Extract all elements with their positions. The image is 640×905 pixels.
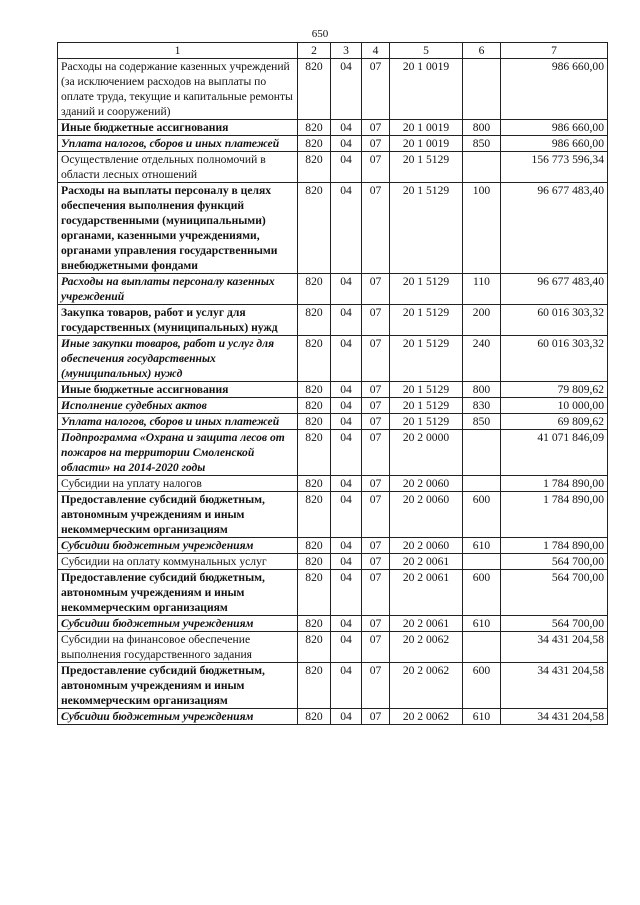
amount-cell: 60 016 303,32 xyxy=(501,305,608,336)
table-header-row xyxy=(58,43,608,59)
section-code-cell: 04 xyxy=(331,398,362,414)
ministry-code-cell: 820 xyxy=(298,492,331,538)
section-code-cell: 04 xyxy=(331,476,362,492)
expense-type-cell xyxy=(463,59,501,120)
amount-cell: 156 773 596,34 xyxy=(501,152,608,183)
table-row xyxy=(58,538,608,554)
expense-name-cell: Расходы на выплаты персоналу в целях обеспечения выполнения функций государственными (муниципальными) органами, казенными учреждениями, органами управления государственными внебюджетными фондами xyxy=(58,183,298,274)
amount-cell: 564 700,00 xyxy=(501,554,608,570)
expense-type-cell: 240 xyxy=(463,336,501,382)
expense-name-cell: Субсидии на финансовое обеспечение выполнения государственного задания xyxy=(58,632,298,663)
target-article-cell: 20 2 0062 xyxy=(390,632,463,663)
amount-cell: 564 700,00 xyxy=(501,616,608,632)
expense-type-cell: 110 xyxy=(463,274,501,305)
section-code-cell: 04 xyxy=(331,414,362,430)
target-article-cell: 20 1 5129 xyxy=(390,382,463,398)
subsection-code-cell: 07 xyxy=(362,305,390,336)
section-code-cell: 04 xyxy=(331,136,362,152)
target-article-cell: 20 2 0060 xyxy=(390,476,463,492)
subsection-code-cell: 07 xyxy=(362,616,390,632)
column-header: 1 xyxy=(58,43,298,59)
ministry-code-cell: 820 xyxy=(298,120,331,136)
target-article-cell: 20 2 0061 xyxy=(390,616,463,632)
column-header: 5 xyxy=(390,43,463,59)
expense-type-cell: 610 xyxy=(463,616,501,632)
section-code-cell: 04 xyxy=(331,274,362,305)
ministry-code-cell: 820 xyxy=(298,430,331,476)
table-row xyxy=(58,382,608,398)
target-article-cell: 20 1 5129 xyxy=(390,305,463,336)
amount-cell: 1 784 890,00 xyxy=(501,476,608,492)
subsection-code-cell: 07 xyxy=(362,570,390,616)
amount-cell: 34 431 204,58 xyxy=(501,663,608,709)
expense-type-cell: 850 xyxy=(463,414,501,430)
subsection-code-cell: 07 xyxy=(362,59,390,120)
section-code-cell: 04 xyxy=(331,538,362,554)
expense-name-cell: Расходы на содержание казенных учреждений (за исключением расходов на выплаты по оплате труда, текущие и капитальные ремонты зданий и сооружений) xyxy=(58,59,298,120)
ministry-code-cell: 820 xyxy=(298,663,331,709)
table-row xyxy=(58,398,608,414)
expense-name-cell: Субсидии на уплату налогов xyxy=(58,476,298,492)
ministry-code-cell: 820 xyxy=(298,632,331,663)
ministry-code-cell: 820 xyxy=(298,538,331,554)
target-article-cell: 20 2 0060 xyxy=(390,492,463,538)
amount-cell: 1 784 890,00 xyxy=(501,492,608,538)
expense-name-cell: Исполнение судебных актов xyxy=(58,398,298,414)
column-header: 2 xyxy=(298,43,331,59)
target-article-cell: 20 1 0019 xyxy=(390,59,463,120)
table-row xyxy=(58,492,608,538)
table-row xyxy=(58,152,608,183)
table-row xyxy=(58,570,608,616)
subsection-code-cell: 07 xyxy=(362,538,390,554)
amount-cell: 34 431 204,58 xyxy=(501,632,608,663)
amount-cell: 986 660,00 xyxy=(501,59,608,120)
section-code-cell: 04 xyxy=(331,382,362,398)
section-code-cell: 04 xyxy=(331,632,362,663)
expense-name-cell: Иные бюджетные ассигнования xyxy=(58,382,298,398)
section-code-cell: 04 xyxy=(331,305,362,336)
expense-name-cell: Субсидии бюджетным учреждениям xyxy=(58,538,298,554)
expense-name-cell: Предоставление субсидий бюджетным, автономным учреждениям и иным некоммерческим организациям xyxy=(58,663,298,709)
amount-cell: 564 700,00 xyxy=(501,570,608,616)
column-header: 7 xyxy=(501,43,608,59)
column-header: 3 xyxy=(331,43,362,59)
table-row xyxy=(58,305,608,336)
subsection-code-cell: 07 xyxy=(362,709,390,725)
target-article-cell: 20 2 0062 xyxy=(390,709,463,725)
target-article-cell: 20 1 5129 xyxy=(390,152,463,183)
expense-type-cell: 610 xyxy=(463,709,501,725)
ministry-code-cell: 820 xyxy=(298,476,331,492)
target-article-cell: 20 1 0019 xyxy=(390,136,463,152)
target-article-cell: 20 1 0019 xyxy=(390,120,463,136)
amount-cell: 69 809,62 xyxy=(501,414,608,430)
ministry-code-cell: 820 xyxy=(298,554,331,570)
expense-type-cell xyxy=(463,152,501,183)
expense-name-cell: Осуществление отдельных полномочий в области лесных отношений xyxy=(58,152,298,183)
table-row xyxy=(58,616,608,632)
section-code-cell: 04 xyxy=(331,183,362,274)
section-code-cell: 04 xyxy=(331,120,362,136)
amount-cell: 986 660,00 xyxy=(501,136,608,152)
table-body xyxy=(58,59,608,725)
subsection-code-cell: 07 xyxy=(362,382,390,398)
table-row xyxy=(58,430,608,476)
subsection-code-cell: 07 xyxy=(362,430,390,476)
section-code-cell: 04 xyxy=(331,616,362,632)
subsection-code-cell: 07 xyxy=(362,336,390,382)
section-code-cell: 04 xyxy=(331,59,362,120)
amount-cell: 41 071 846,09 xyxy=(501,430,608,476)
target-article-cell: 20 1 5129 xyxy=(390,336,463,382)
expense-type-cell: 800 xyxy=(463,120,501,136)
section-code-cell: 04 xyxy=(331,336,362,382)
expense-name-cell: Подпрограмма «Охрана и защита лесов от пожаров на территории Смоленской области» на 2014-2020 годы xyxy=(58,430,298,476)
table-row xyxy=(58,476,608,492)
expense-type-cell xyxy=(463,476,501,492)
expense-type-cell: 100 xyxy=(463,183,501,274)
expense-type-cell: 600 xyxy=(463,570,501,616)
expense-name-cell: Уплата налогов, сборов и иных платежей xyxy=(58,136,298,152)
ministry-code-cell: 820 xyxy=(298,709,331,725)
subsection-code-cell: 07 xyxy=(362,554,390,570)
subsection-code-cell: 07 xyxy=(362,632,390,663)
table-row xyxy=(58,663,608,709)
section-code-cell: 04 xyxy=(331,430,362,476)
expense-name-cell: Субсидии бюджетным учреждениям xyxy=(58,709,298,725)
page-number: 650 xyxy=(311,28,329,40)
expense-name-cell: Предоставление субсидий бюджетным, автономным учреждениям и иным некоммерческим организациям xyxy=(58,492,298,538)
amount-cell: 96 677 483,40 xyxy=(501,274,608,305)
subsection-code-cell: 07 xyxy=(362,120,390,136)
expense-type-cell: 600 xyxy=(463,492,501,538)
ministry-code-cell: 820 xyxy=(298,152,331,183)
expense-type-cell: 830 xyxy=(463,398,501,414)
subsection-code-cell: 07 xyxy=(362,274,390,305)
expense-type-cell: 850 xyxy=(463,136,501,152)
amount-cell: 34 431 204,58 xyxy=(501,709,608,725)
expense-name-cell: Закупка товаров, работ и услуг для государственных (муниципальных) нужд xyxy=(58,305,298,336)
amount-cell: 986 660,00 xyxy=(501,120,608,136)
column-header: 6 xyxy=(463,43,501,59)
ministry-code-cell: 820 xyxy=(298,136,331,152)
ministry-code-cell: 820 xyxy=(298,305,331,336)
target-article-cell: 20 2 0061 xyxy=(390,570,463,616)
target-article-cell: 20 2 0061 xyxy=(390,554,463,570)
column-header: 4 xyxy=(362,43,390,59)
target-article-cell: 20 1 5129 xyxy=(390,183,463,274)
expense-name-cell: Иные закупки товаров, работ и услуг для обеспечения государственных (муниципальных) нужд xyxy=(58,336,298,382)
amount-cell: 10 000,00 xyxy=(501,398,608,414)
subsection-code-cell: 07 xyxy=(362,414,390,430)
table-row xyxy=(58,136,608,152)
expense-name-cell: Предоставление субсидий бюджетным, автономным учреждениям и иным некоммерческим организациям xyxy=(58,570,298,616)
section-code-cell: 04 xyxy=(331,554,362,570)
target-article-cell: 20 1 5129 xyxy=(390,398,463,414)
ministry-code-cell: 820 xyxy=(298,398,331,414)
subsection-code-cell: 07 xyxy=(362,183,390,274)
expense-type-cell: 800 xyxy=(463,382,501,398)
section-code-cell: 04 xyxy=(331,709,362,725)
amount-cell: 1 784 890,00 xyxy=(501,538,608,554)
ministry-code-cell: 820 xyxy=(298,414,331,430)
section-code-cell: 04 xyxy=(331,492,362,538)
table-row xyxy=(58,709,608,725)
section-code-cell: 04 xyxy=(331,152,362,183)
expense-name-cell: Иные бюджетные ассигнования xyxy=(58,120,298,136)
table-row xyxy=(58,183,608,274)
expense-name-cell: Расходы на выплаты персоналу казенных учреждений xyxy=(58,274,298,305)
expense-name-cell: Уплата налогов, сборов и иных платежей xyxy=(58,414,298,430)
expense-type-cell xyxy=(463,554,501,570)
table-row xyxy=(58,274,608,305)
target-article-cell: 20 2 0062 xyxy=(390,663,463,709)
subsection-code-cell: 07 xyxy=(362,398,390,414)
table-row xyxy=(58,414,608,430)
table-row xyxy=(58,120,608,136)
amount-cell: 79 809,62 xyxy=(501,382,608,398)
ministry-code-cell: 820 xyxy=(298,616,331,632)
table-row xyxy=(58,554,608,570)
expense-type-cell xyxy=(463,430,501,476)
expense-type-cell: 610 xyxy=(463,538,501,554)
ministry-code-cell: 820 xyxy=(298,336,331,382)
amount-cell: 60 016 303,32 xyxy=(501,336,608,382)
expense-type-cell xyxy=(463,632,501,663)
subsection-code-cell: 07 xyxy=(362,136,390,152)
subsection-code-cell: 07 xyxy=(362,476,390,492)
table-row xyxy=(58,59,608,120)
ministry-code-cell: 820 xyxy=(298,570,331,616)
ministry-code-cell: 820 xyxy=(298,59,331,120)
ministry-code-cell: 820 xyxy=(298,183,331,274)
expense-name-cell: Субсидии бюджетным учреждениям xyxy=(58,616,298,632)
ministry-code-cell: 820 xyxy=(298,274,331,305)
subsection-code-cell: 07 xyxy=(362,152,390,183)
subsection-code-cell: 07 xyxy=(362,663,390,709)
section-code-cell: 04 xyxy=(331,663,362,709)
target-article-cell: 20 1 5129 xyxy=(390,274,463,305)
ministry-code-cell: 820 xyxy=(298,382,331,398)
target-article-cell: 20 1 5129 xyxy=(390,414,463,430)
table-row xyxy=(58,336,608,382)
table-row xyxy=(58,632,608,663)
section-code-cell: 04 xyxy=(331,570,362,616)
amount-cell: 96 677 483,40 xyxy=(501,183,608,274)
budget-table xyxy=(57,42,608,725)
expense-type-cell: 200 xyxy=(463,305,501,336)
expense-name-cell: Субсидии на оплату коммунальных услуг xyxy=(58,554,298,570)
expense-type-cell: 600 xyxy=(463,663,501,709)
subsection-code-cell: 07 xyxy=(362,492,390,538)
target-article-cell: 20 2 0060 xyxy=(390,538,463,554)
target-article-cell: 20 2 0000 xyxy=(390,430,463,476)
